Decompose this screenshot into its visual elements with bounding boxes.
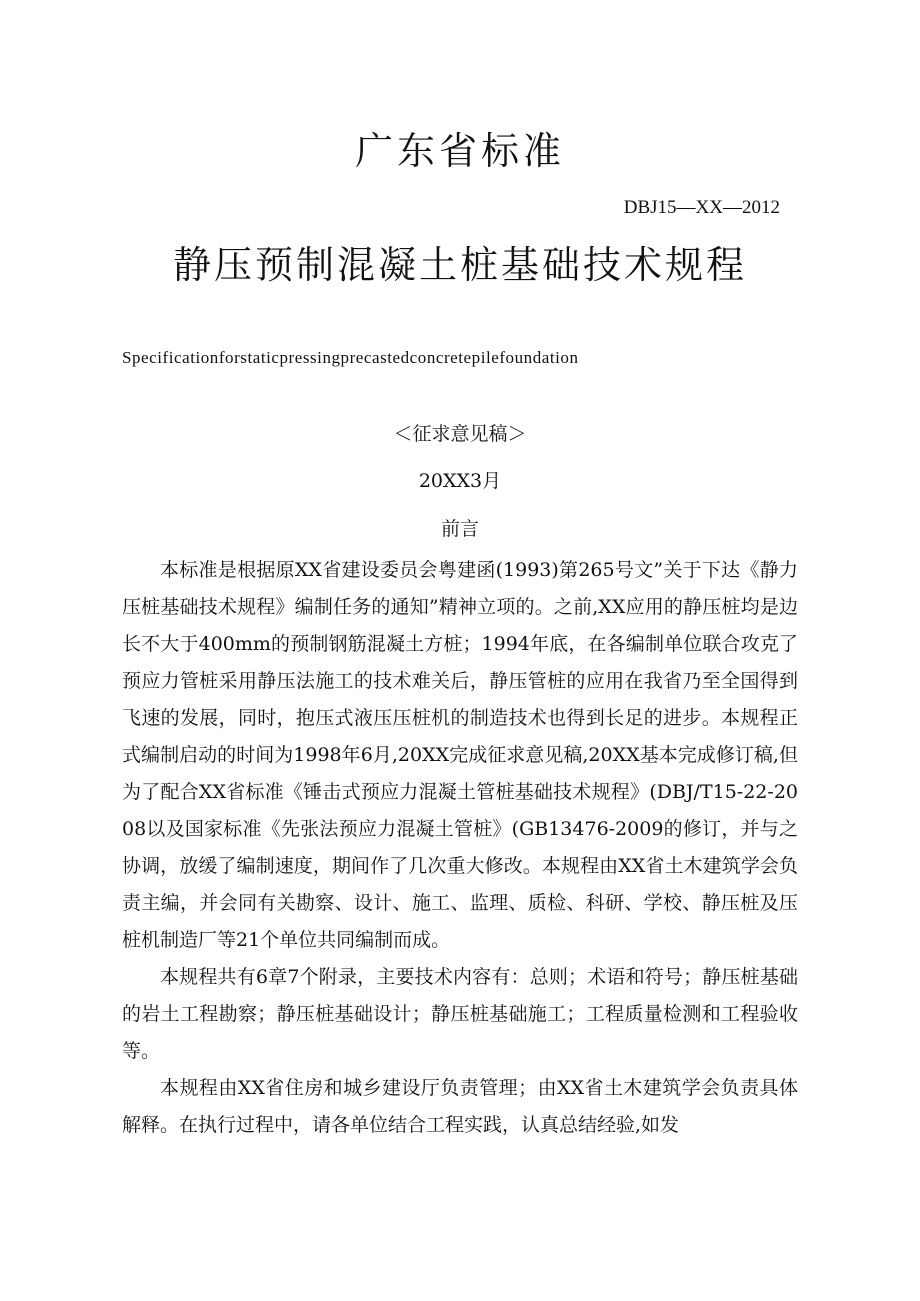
document-title: 静压预制混凝土桩基础技术规程 [172, 243, 747, 287]
preface-paragraph: 本规程共有6章7个附录，主要技术内容有：总则；术语和符号；静压桩基础的岩土工程勘察；静压桩基础设计；静压桩基础施工；工程质量检测和工程验收等。 [122, 966, 798, 1062]
english-title: Specificationforstaticpressingprecastedconcretepilefoundation [122, 348, 579, 367]
standard-code: DBJ15—XX—2012 [623, 197, 780, 218]
preface-paragraph: 本规程由XX省住房和城乡建设厅负责管理；由XX省土木建筑学会负责具体解释。在执行过程中，请各单位结合工程实践，认真总结经验,如发 [122, 1077, 798, 1136]
preface-body [122, 552, 798, 1144]
draft-status: ＜征求意见稿＞ [393, 423, 527, 445]
standard-title: 广东省标准 [354, 129, 565, 173]
preface-paragraph: 本标准是根据原XX省建设委员会粤建函(1993)第265号文”关于下达《静力压桩基础技术规程》编制任务的通知”精神立项的。之前,XX应用的静压桩均是边长不大于400mm的预制钢筋混凝土方桩；1994年底，在各编制单位联合攻克了预应力管桩采用静压法施工的技术难关后，静压管桩的应用在我省乃至全国得到飞速的发展，同时，抱压式液压压桩机的制造技术也得到长足的进步。本规程正式编制启动的时间为1998年6月,20XX完成征求意见稿,20XX基本完成修订稿,但为了配合XX省标准《锤击式预应力混凝土管桩基础技术规程》(DBJ/T15-22-2008以及国家标准《先张法预应力混凝土管桩》(GB13476-2009的修订，并与之协调，放缓了编制速度，期间作了几次重大修改。本规程由XX省土木建筑学会负责主编，并会同有关勘察、设计、施工、监理、质检、科研、学校、静压桩及压桩机制造厂等21个单位共同编制而成。 [122, 559, 798, 951]
preface-heading: 前言 [440, 518, 479, 540]
document-date: 20XX3月 [418, 470, 502, 492]
